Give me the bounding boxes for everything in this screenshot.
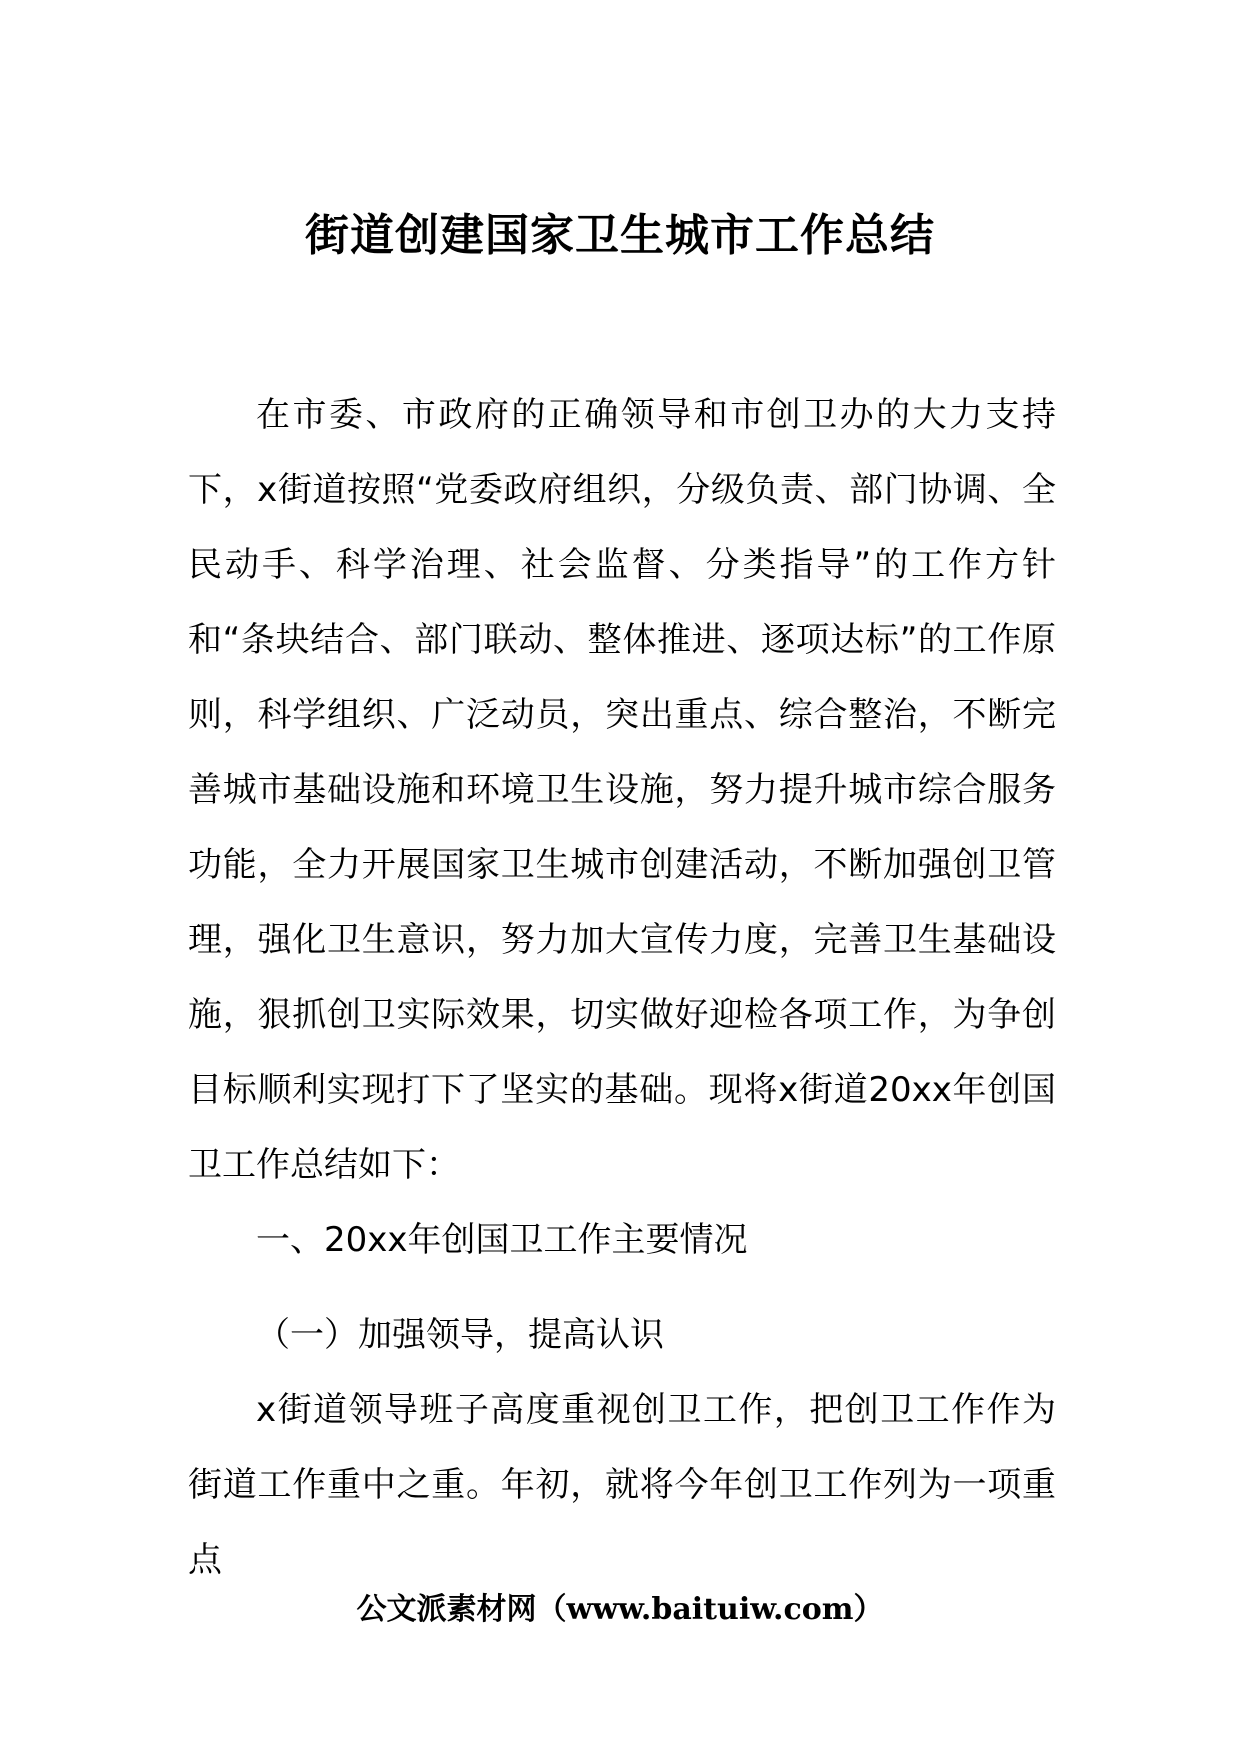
subsection-heading: （一）加强领导，提高认识 (256, 1315, 664, 1355)
body-paragraph: x街道领导班子高度重视创卫工作，把创卫工作作为街道工作重中之重。年初，就将今年创卫工作列为一项重点 (188, 1390, 1056, 1580)
section-heading: 一、20xx年创国卫工作主要情况 (256, 1220, 748, 1260)
document-body (188, 378, 1056, 1598)
footer-source-text: 公文派素材网（www.baituiw.com） (356, 1592, 884, 1627)
intro-paragraph: 在市委、市政府的正确领导和市创卫办的大力支持下，x街道按照“党委政府组织，分级负责、部门协调、全民动手、科学治理、社会监督、分类指导”的工作方针和“条块结合、部门联动、整体推进、逐项达标”的工作原则，科学组织、广泛动员，突出重点、综合整治，不断完善城市基础设施和环境卫生设施，努力提升城市综合服务功能，全力开展国家卫生城市创建活动，不断加强创卫管理，强化卫生意识，努力加大宣传力度，完善卫生基础设施，狠抓创卫实际效果，切实做好迎检各项工作，为争创目标顺利实现打下了坚实的基础。现将x街道20xx年创国卫工作总结如下： (188, 395, 1056, 1185)
document-title: 街道创建国家卫生城市工作总结 (305, 210, 935, 261)
